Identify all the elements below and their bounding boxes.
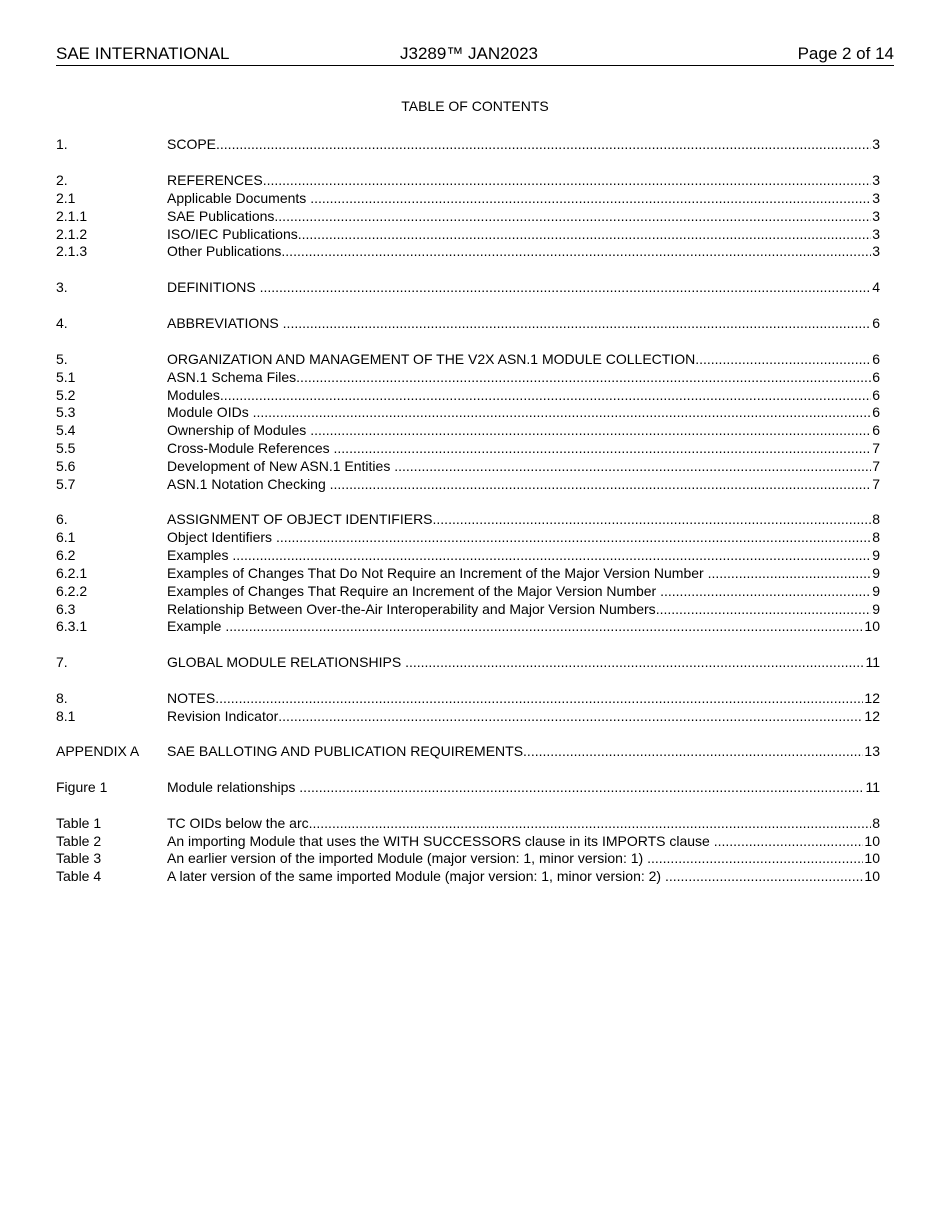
toc-entry (56, 207, 880, 225)
toc-entry-title: SAE BALLOTING AND PUBLICATION REQUIREMENTS (167, 743, 524, 759)
dot-leader (695, 350, 871, 368)
dot-leader (656, 600, 872, 618)
toc-entry-title: TC OIDs below the arc (167, 815, 309, 831)
dot-leader (283, 314, 872, 332)
toc-entry-number: Table 3 (56, 850, 102, 866)
toc-entry (56, 278, 880, 296)
toc-entry-page: 13 (864, 743, 880, 759)
dot-leader (220, 386, 871, 404)
toc-entry-title: ORGANIZATION AND MANAGEMENT OF THE V2X ASN.1 MODULE COLLECTION (167, 351, 696, 367)
toc-entry-title: ISO/IEC Publications (167, 226, 298, 242)
toc-entry-number: 6. (56, 511, 68, 527)
dot-leader (310, 189, 871, 207)
toc-entry-line (167, 314, 880, 332)
toc-entry-line (167, 742, 880, 760)
toc-entry (56, 707, 880, 725)
toc-entry-number: 5.5 (56, 440, 76, 456)
toc-entry-page: 7 (872, 458, 880, 474)
dot-leader (330, 475, 872, 493)
toc-entry-page: 10 (864, 618, 880, 634)
toc-entry-title: Example (167, 618, 226, 634)
dot-leader (708, 564, 872, 582)
toc-entry-number: 4. (56, 315, 68, 331)
toc-entry-page: 9 (872, 583, 880, 599)
toc-entry-title: REFERENCES (167, 172, 263, 188)
toc-entry-page: 3 (872, 226, 880, 242)
toc-entry-page: 3 (872, 243, 880, 259)
toc-entry-page: 3 (872, 208, 880, 224)
toc-entry-title: Ownership of Modules (167, 422, 311, 438)
toc-entry-page: 6 (872, 369, 880, 385)
toc-entry-number: 5.7 (56, 476, 76, 492)
toc-entry-page: 8 (872, 511, 880, 527)
toc-entry (56, 742, 880, 760)
toc-entry-line (167, 439, 880, 457)
toc-entry-line (167, 867, 880, 885)
toc-entry-line (167, 386, 880, 404)
toc-entry-line (167, 832, 880, 850)
toc-entry-line (167, 707, 880, 725)
toc-entry-page: 6 (872, 387, 880, 403)
dot-leader (433, 510, 872, 528)
toc-entry-page: 10 (864, 850, 880, 866)
toc-entry-number: 6.3 (56, 601, 76, 617)
toc-entry (56, 242, 880, 260)
toc-entry-line (167, 617, 880, 635)
toc-entry-page: 6 (872, 315, 880, 331)
toc-entry-number: Table 4 (56, 868, 102, 884)
toc-entry-line (167, 653, 880, 671)
toc-entry-title: DEFINITIONS (167, 279, 260, 295)
toc-entry (56, 617, 880, 635)
toc-entry-title: Module OIDs (167, 404, 253, 420)
toc-entry-line (167, 814, 880, 832)
toc-entry-line (167, 350, 880, 368)
toc-entry-page: 9 (872, 547, 880, 563)
toc-entry-page: 12 (864, 690, 880, 706)
toc-entry-title: NOTES (167, 690, 216, 706)
toc-entry-page: 11 (865, 654, 880, 670)
toc-entry-number: 2. (56, 172, 68, 188)
toc-entry-number: APPENDIX A (56, 743, 140, 759)
toc-entry-number: 6.2.2 (56, 583, 88, 599)
toc-entry-number: Table 1 (56, 815, 102, 831)
toc-entry-page: 7 (872, 476, 880, 492)
toc-entry (56, 189, 880, 207)
toc-entry-line (167, 849, 880, 867)
toc-entry-line (167, 689, 880, 707)
toc-entry (56, 314, 880, 332)
toc-entry-title: Other Publications (167, 243, 282, 259)
toc-entry-title: GLOBAL MODULE RELATIONSHIPS (167, 654, 406, 670)
dot-leader (216, 135, 871, 153)
toc-entry-page: 4 (872, 279, 880, 295)
toc-entry-title: Development of New ASN.1 Entities (167, 458, 395, 474)
toc-entry-number: 8. (56, 690, 68, 706)
dot-leader (225, 617, 863, 635)
toc-entry-title: Revision Indicator (167, 708, 279, 724)
toc-entry-title: Examples (167, 547, 233, 563)
toc-entry (56, 814, 880, 832)
dot-leader (299, 778, 864, 796)
toc-entry-line (167, 510, 880, 528)
dot-leader (523, 742, 863, 760)
toc-entry-page: 11 (865, 779, 880, 795)
toc-entry-page: 10 (864, 868, 880, 884)
toc-entry (56, 653, 880, 671)
toc-entry-page: 10 (864, 833, 880, 849)
toc-entry-title: Object Identifiers (167, 529, 276, 545)
toc-entry-title: An importing Module that uses the WITH SUCCESSORS clause in its IMPORTS clause (167, 833, 714, 849)
toc-entry (56, 135, 880, 153)
toc-entry-page: 6 (872, 351, 880, 367)
toc-entry-number: 6.1 (56, 529, 76, 545)
toc-entry (56, 689, 880, 707)
toc-entry-title: ABBREVIATIONS (167, 315, 283, 331)
toc-entry-line (167, 582, 880, 600)
toc-entry-page: 6 (872, 422, 880, 438)
toc-entry-title: Applicable Documents (167, 190, 311, 206)
toc-entry-line (167, 171, 880, 189)
toc-entry (56, 171, 880, 189)
toc-entry-page: 9 (872, 565, 880, 581)
toc-entry-page: 3 (872, 172, 880, 188)
toc-entry-page: 9 (872, 601, 880, 617)
toc-entry-number: 6.2 (56, 547, 76, 563)
header-organization: SAE INTERNATIONAL (56, 44, 230, 63)
toc-entry-title: ASN.1 Schema Files (167, 369, 297, 385)
toc-entry-line (167, 242, 880, 260)
dot-leader (253, 403, 872, 421)
toc-entry-page: 8 (872, 529, 880, 545)
toc-entry (56, 528, 880, 546)
dot-leader (394, 457, 871, 475)
toc-entry-number: 2.1.3 (56, 243, 88, 259)
toc-entry-title: A later version of the same imported Module (major version: 1, minor version: 2) (167, 868, 665, 884)
toc-entry-number: 5.4 (56, 422, 76, 438)
toc-entry (56, 867, 880, 885)
dot-leader (263, 171, 872, 189)
toc-entry-number: 5.2 (56, 387, 76, 403)
toc-entry-page: 3 (872, 190, 880, 206)
dot-leader (334, 439, 872, 457)
toc-entry-page: 3 (872, 136, 880, 152)
toc-entry-title: Cross-Module References (167, 440, 334, 456)
toc-entry-number: 6.2.1 (56, 565, 88, 581)
toc-entry-number: 5. (56, 351, 68, 367)
dot-leader (296, 368, 871, 386)
toc-entry-number: 5.1 (56, 369, 76, 385)
toc-heading: TABLE OF CONTENTS (401, 98, 549, 114)
dot-leader (215, 689, 863, 707)
toc-entry-line (167, 189, 880, 207)
dot-leader (274, 207, 871, 225)
toc-entry-number: Table 2 (56, 833, 102, 849)
toc-entry-title: Examples of Changes That Do Not Require an Increment of the Major Version Number (167, 565, 708, 581)
toc-entry-title: Examples of Changes That Require an Increment of the Major Version Number (167, 583, 661, 599)
toc-entry-page: 6 (872, 404, 880, 420)
dot-leader (647, 849, 863, 867)
dot-leader (665, 867, 863, 885)
dot-leader (281, 242, 871, 260)
toc-entry-line (167, 546, 880, 564)
toc-entry-number: 2.1 (56, 190, 76, 206)
dot-leader (232, 546, 871, 564)
toc-entry-page: 8 (872, 815, 880, 831)
dot-leader (714, 832, 864, 850)
toc-entry (56, 225, 880, 243)
toc-entry-number: 2.1.1 (56, 208, 88, 224)
toc-entry-line (167, 225, 880, 243)
toc-entry-number: 6.3.1 (56, 618, 88, 634)
toc-entry (56, 849, 880, 867)
toc-entry (56, 421, 880, 439)
toc-entry (56, 564, 880, 582)
toc-entry-number: 2.1.2 (56, 226, 88, 242)
toc-entry-number: 3. (56, 279, 68, 295)
toc-entry (56, 582, 880, 600)
toc-entry-title: An earlier version of the imported Module (major version: 1, minor version: 1) (167, 850, 648, 866)
toc-entry (56, 778, 880, 796)
running-header (56, 43, 894, 66)
toc-entry (56, 510, 880, 528)
toc-entry (56, 832, 880, 850)
toc-entry (56, 600, 880, 618)
toc-entry (56, 386, 880, 404)
header-document-id: J3289™ JAN2023 (400, 44, 538, 63)
toc-entry-page: 12 (864, 708, 880, 724)
dot-leader (260, 278, 872, 296)
toc-entry-line (167, 778, 880, 796)
toc-entry-title: Modules (167, 387, 220, 403)
toc-entry (56, 439, 880, 457)
toc-entry-line (167, 528, 880, 546)
dot-leader (660, 582, 871, 600)
toc-entry (56, 475, 880, 493)
toc-entry-title: Relationship Between Over-the-Air Interoperability and Major Version Numbers (167, 601, 656, 617)
toc-entry-line (167, 475, 880, 493)
toc-entry-number: 8.1 (56, 708, 76, 724)
toc-entry-title: ASN.1 Notation Checking (167, 476, 330, 492)
toc-entry-line (167, 421, 880, 439)
toc-entry-title: ASSIGNMENT OF OBJECT IDENTIFIERS (167, 511, 433, 527)
dot-leader (405, 653, 864, 671)
toc-entry-line (167, 403, 880, 421)
dot-leader (276, 528, 871, 546)
toc-entry-number: 1. (56, 136, 68, 152)
toc-entry-line (167, 457, 880, 475)
toc-entry-number: 5.6 (56, 458, 76, 474)
toc-entry-line (167, 278, 880, 296)
toc-entry (56, 457, 880, 475)
toc-entry-line (167, 135, 880, 153)
toc-entry-line (167, 368, 880, 386)
toc-entry-line (167, 600, 880, 618)
dot-leader (278, 707, 863, 725)
header-page-number: Page 2 of 14 (797, 44, 894, 63)
toc-entry-title: SCOPE (167, 136, 217, 152)
dot-leader (298, 225, 871, 243)
toc-entry-line (167, 207, 880, 225)
toc-entry-number: Figure 1 (56, 779, 108, 795)
toc-entry-number: 5.3 (56, 404, 76, 420)
toc-entry (56, 350, 880, 368)
toc-entry (56, 403, 880, 421)
toc-entry-title: SAE Publications (167, 208, 275, 224)
toc-entry-page: 7 (872, 440, 880, 456)
toc-entry-number: 7. (56, 654, 68, 670)
toc-entry-title: Module relationships (167, 779, 300, 795)
dot-leader (309, 814, 872, 832)
toc-entry (56, 546, 880, 564)
dot-leader (310, 421, 871, 439)
toc-entry (56, 368, 880, 386)
toc-entry-line (167, 564, 880, 582)
